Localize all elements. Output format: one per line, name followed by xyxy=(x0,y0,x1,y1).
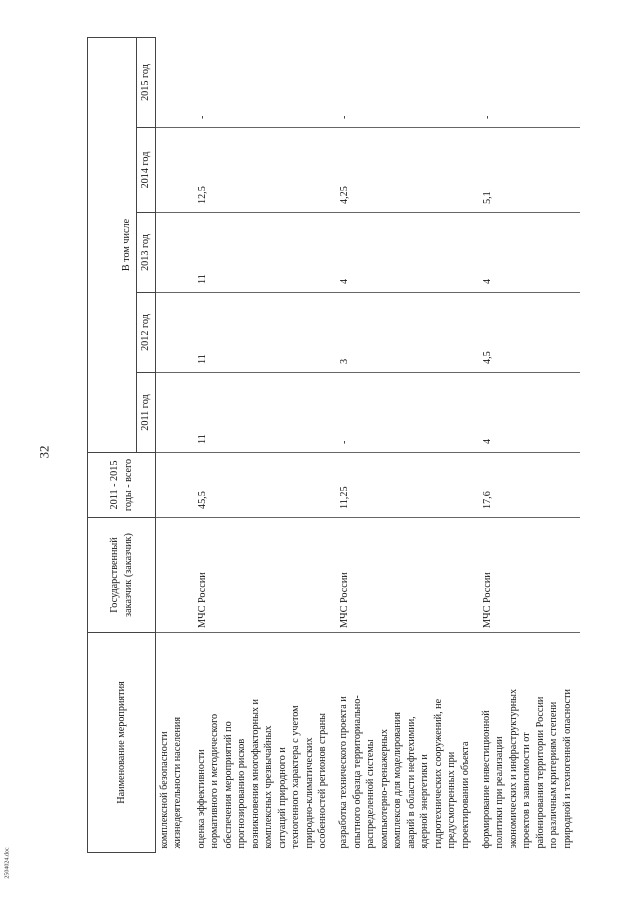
header-total xyxy=(88,453,156,518)
customer-cell: МЧС России xyxy=(478,518,580,633)
activity-name-line: комплексных чрезвычайных xyxy=(263,725,275,849)
activity-name-cell xyxy=(478,633,580,853)
customer-cell: МЧС России xyxy=(193,518,336,633)
activity-name-line: прогнозированию рисков xyxy=(236,738,248,849)
document-id: 2504024.doc xyxy=(4,847,11,879)
rotated-table-container xyxy=(87,38,597,853)
activity-name-line: экономических и инфраструктурных xyxy=(507,688,519,849)
activity-name-line: аварий в области нефтехимии, xyxy=(405,716,417,849)
value-cell-2012: 11 xyxy=(193,293,336,373)
activity-name-line: разработка технического проекта и xyxy=(338,696,350,849)
activity-name-line: гидротехнических сооружений, не xyxy=(432,698,444,849)
activity-name-line: комплексной безопасности xyxy=(159,731,170,849)
activity-name-line: распределенной системы xyxy=(365,739,377,849)
activity-name-line: природно-климатических xyxy=(303,737,315,849)
value-cell-2011 xyxy=(156,373,193,453)
header-spacer xyxy=(88,37,119,452)
activity-name-line: компьютерно-тренажерных xyxy=(378,729,390,849)
activity-name-cell xyxy=(335,633,478,853)
value-cell-2014: 5,1 xyxy=(478,128,580,213)
value-cell-2011: 4 xyxy=(478,373,580,453)
program-activities-table xyxy=(87,37,580,853)
activity-name-line: опытного образца территориально- xyxy=(351,695,363,849)
activity-name-line: проектов в зависимости от xyxy=(521,732,533,849)
value-cell-2011: 11 xyxy=(193,373,336,453)
value-cell-2012 xyxy=(156,293,193,373)
value-cell-2014: 4,25 xyxy=(335,128,478,213)
activity-name-line: предусмотренных при xyxy=(446,751,458,849)
header-including: В том числе xyxy=(118,37,137,452)
header-customer xyxy=(88,518,156,633)
value-cell-2015 xyxy=(156,37,193,127)
header-year-2014: 2014 год xyxy=(137,128,156,213)
table-row xyxy=(193,37,336,852)
header-year-2012: 2012 год xyxy=(137,293,156,373)
value-cell-2012: 4,5 xyxy=(478,293,580,373)
activity-name-line: техногенного характера с учетом xyxy=(290,705,302,849)
header-year-2013: 2013 год xyxy=(137,213,156,293)
activity-name-line: ситуаций природного и xyxy=(276,747,288,849)
value-cell-2013: 4 xyxy=(478,213,580,293)
activity-name-line: обеспечения мероприятий по xyxy=(222,721,234,849)
activity-name-line: районирования территории России xyxy=(534,696,546,849)
value-cell-2014 xyxy=(156,128,193,213)
table-row xyxy=(335,37,478,852)
table-row xyxy=(478,37,580,852)
activity-name-line: возникновения многофакторных и xyxy=(249,698,261,849)
activity-name-line: ядерной энергетики и xyxy=(419,754,431,849)
activity-name-line: жизнедеятельности населения xyxy=(172,716,184,849)
header-customer-line: заказчик (заказчик) xyxy=(122,533,134,617)
customer-cell xyxy=(156,518,193,633)
value-cell-2014: 12,5 xyxy=(193,128,336,213)
value-cell-2015: - xyxy=(335,37,478,127)
header-activity-name: Наименование мероприятия xyxy=(88,633,156,853)
activity-name-line: по различным критериям степени xyxy=(548,701,560,849)
total-cell: 11,25 xyxy=(335,453,478,518)
header-total-line: 2011 - 2015 xyxy=(109,460,121,510)
value-cell-2012: 3 xyxy=(335,293,478,373)
activity-name-cell xyxy=(193,633,336,853)
value-cell-2011: - xyxy=(335,373,478,453)
page-number: 32 xyxy=(36,445,52,459)
value-cell-2013: 11 xyxy=(193,213,336,293)
total-cell xyxy=(156,453,193,518)
activity-name-line: природной и техногенной опасности xyxy=(561,689,573,849)
header-year-2011: 2011 год xyxy=(137,373,156,453)
header-customer-line: Государственный xyxy=(109,537,121,613)
header-total-line: годы - всего xyxy=(122,458,134,512)
value-cell-2015: - xyxy=(478,37,580,127)
table-row xyxy=(156,37,193,852)
value-cell-2013 xyxy=(156,213,193,293)
total-cell: 17,6 xyxy=(478,453,580,518)
activity-name-line: проектировании объекта xyxy=(459,741,471,849)
value-cell-2013: 4 xyxy=(335,213,478,293)
activity-name-cell xyxy=(156,633,193,853)
customer-cell: МЧС России xyxy=(335,518,478,633)
activity-name-line: формирование инвестиционной xyxy=(480,710,492,849)
activity-name-line: особенностей регионов страны xyxy=(316,712,328,849)
header-year-2015: 2015 год xyxy=(137,37,156,127)
total-cell: 45,5 xyxy=(193,453,336,518)
activity-name-line: оценка эффективности xyxy=(195,749,207,849)
value-cell-2015: - xyxy=(193,37,336,127)
activity-name-line: нормативного и методического xyxy=(209,713,221,849)
activity-name-line: политики при реализации xyxy=(494,736,506,849)
activity-name-line: комплексов для моделирования xyxy=(392,712,404,849)
